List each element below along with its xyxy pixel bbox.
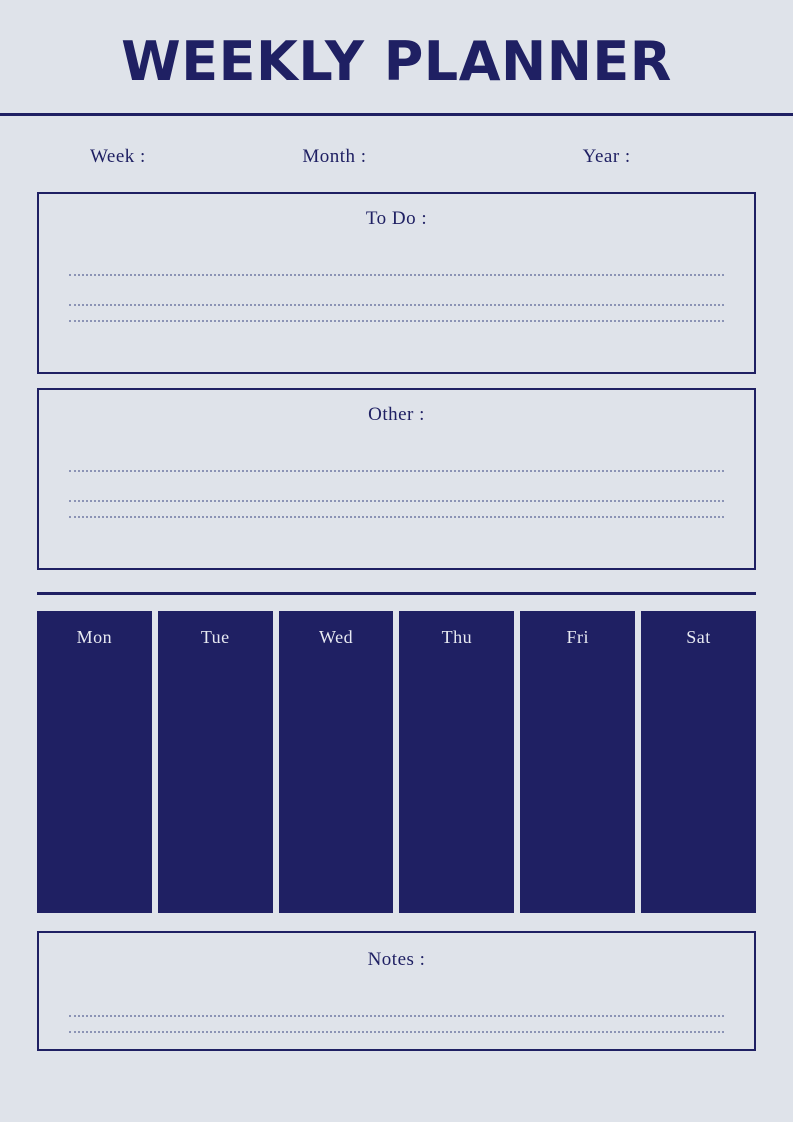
- title-block: [0, 0, 793, 91]
- week-field-label[interactable]: Week :: [90, 145, 146, 167]
- day-column-sat[interactable]: [641, 611, 756, 913]
- year-field-label[interactable]: Year :: [582, 145, 631, 167]
- day-column-wed[interactable]: [279, 611, 394, 913]
- day-column-tue[interactable]: [158, 611, 273, 913]
- notes-write-line[interactable]: [69, 987, 724, 1017]
- todo-write-line[interactable]: [69, 276, 724, 306]
- day-label: Mon: [76, 626, 113, 647]
- other-write-line[interactable]: [69, 502, 724, 518]
- other-label: Other :: [368, 403, 425, 425]
- todo-write-line[interactable]: [69, 306, 724, 322]
- title-divider: [0, 113, 793, 116]
- notes-section: [37, 931, 756, 1051]
- day-column-thu[interactable]: [399, 611, 514, 913]
- day-column-fri[interactable]: [520, 611, 635, 913]
- day-label: Fri: [566, 626, 589, 647]
- other-write-line[interactable]: [69, 442, 724, 472]
- day-label: Tue: [200, 626, 230, 647]
- other-section: [37, 388, 756, 570]
- day-label: Wed: [319, 626, 354, 647]
- meta-row: [0, 146, 793, 168]
- notes-label: Notes :: [367, 948, 426, 970]
- month-field-label[interactable]: Month :: [302, 145, 367, 167]
- day-label: Sat: [686, 626, 711, 647]
- days-grid: [37, 611, 756, 913]
- day-column-mon[interactable]: [37, 611, 152, 913]
- todo-section: [37, 192, 756, 374]
- page-title: WEEKLY PLANNER: [121, 30, 672, 93]
- notes-write-line[interactable]: [69, 1017, 724, 1033]
- days-divider: [37, 592, 756, 595]
- todo-write-line[interactable]: [69, 246, 724, 276]
- todo-label: To Do :: [365, 207, 428, 229]
- day-label: Thu: [441, 626, 473, 647]
- other-write-line[interactable]: [69, 472, 724, 502]
